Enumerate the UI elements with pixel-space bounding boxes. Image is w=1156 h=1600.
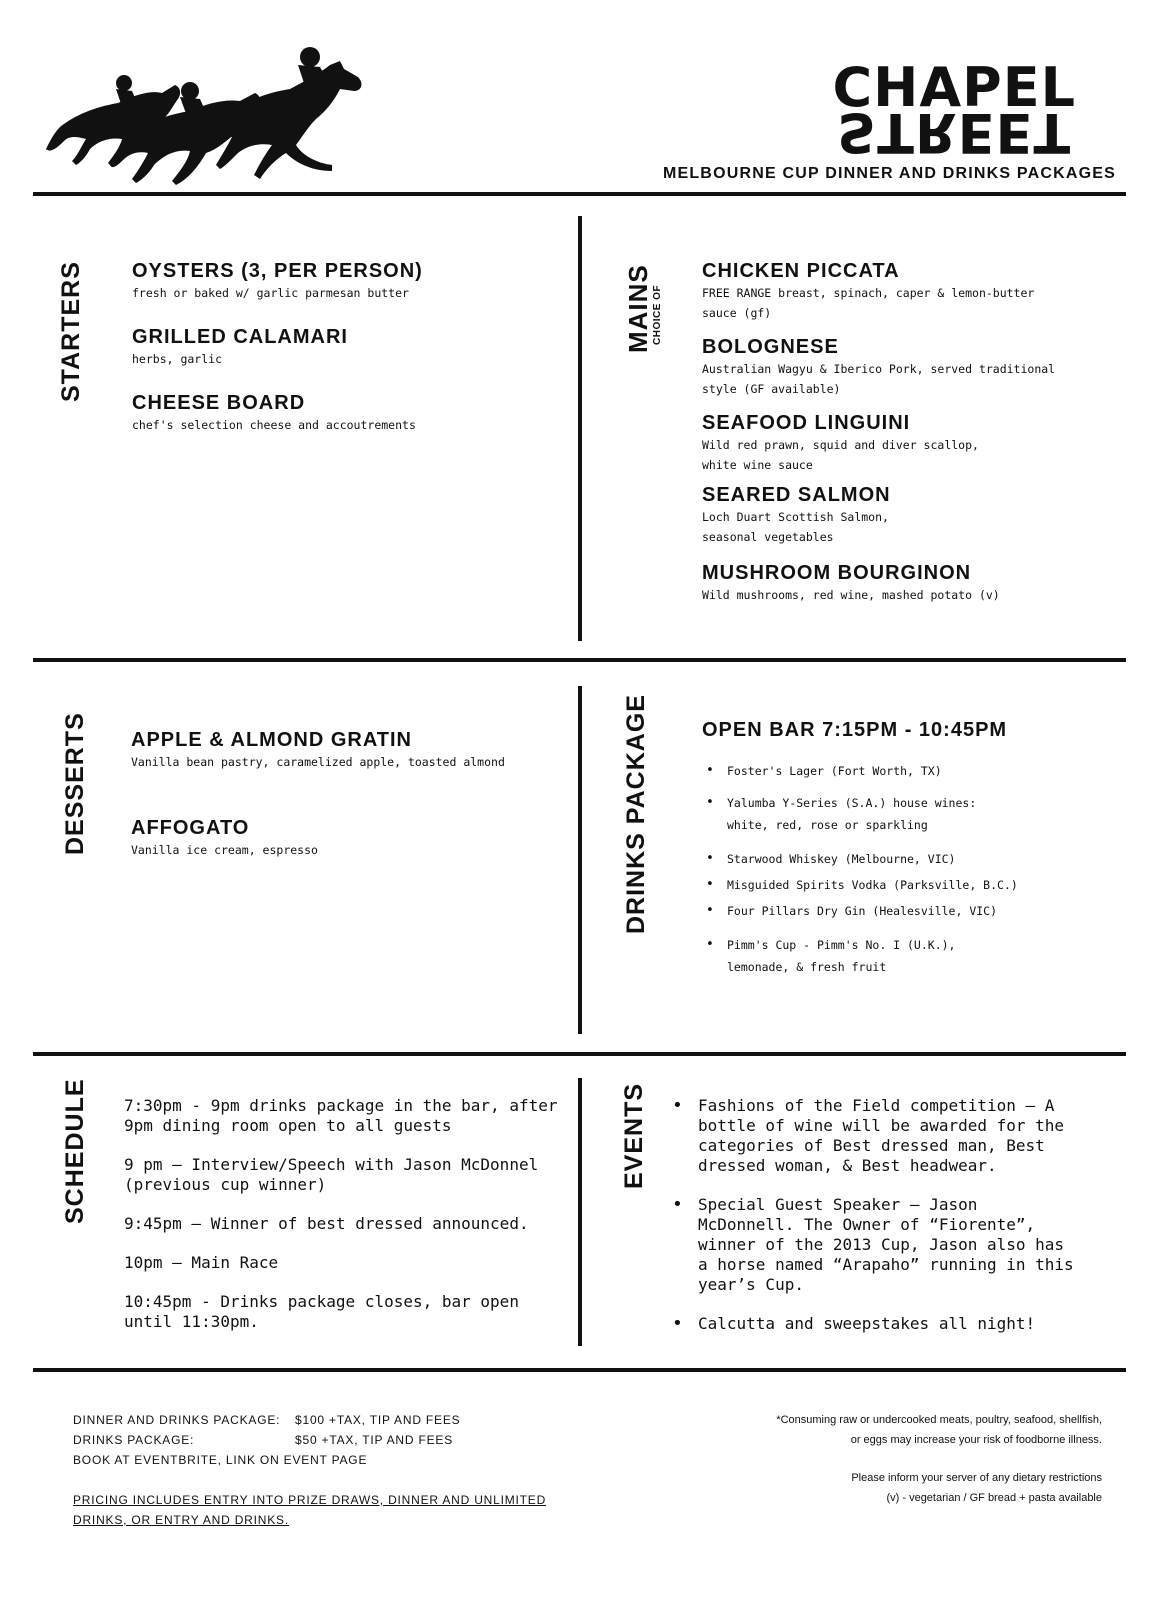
events-list [672,1096,1082,1334]
menu-item [702,483,1122,547]
item-desc: herbs, garlic [132,352,223,366]
item-desc: Wild mushrooms, red wine, mashed potato (v) [702,588,1000,602]
drink-line: Pimm's Cup - Pimm's No. I (U.K.), [727,938,956,952]
mains-label: MAINS [623,264,653,353]
list-item: • Fashions of the Field competition – A bottle of wine will be awarded for the categories of Best dressed man, Best dressed woman, & Best headwear. [672,1096,1082,1176]
menu-item [132,325,552,369]
list-item [702,760,1102,782]
schedule-item: 7:30pm - 9pm drinks package in the bar, after 9pm dining room open to all guests [124,1096,558,1135]
brand-logo [832,56,1077,164]
drinks-list [702,760,1102,978]
disclaimer-line: or eggs may increase your risk of foodborne illness. [850,1434,1102,1446]
pricing-note: DRINKS, OR ENTRY AND DRINKS. [73,1513,289,1527]
package-label: DRINKS PACKAGE: [73,1433,195,1447]
schedule-item: 10pm – Main Race [124,1253,279,1272]
starters-label: STARTERS [57,261,85,402]
pricing-note: PRICING INCLUDES ENTRY INTO PRIZE DRAWS, DINNER AND UNLIMITED [73,1493,547,1507]
package-price: $50 +TAX, TIP AND FEES [295,1433,453,1447]
item-title: CHEESE BOARD [132,392,306,414]
mains-sublabel: CHOICE OF [652,284,663,345]
item-title: APPLE & ALMOND GRATIN [131,729,412,751]
list-item: • Special Guest Speaker – Jason McDonnell. The Owner of “Fiorente”, winner of the 2013 Cup, Jason also has a horse named “Arapaho” running in this year’s Cup. [672,1195,1082,1295]
starters-list [132,259,552,457]
dietary-line: (v) - vegetarian / GF bread + pasta available [886,1492,1102,1504]
divider-bottom [33,1368,1126,1372]
drink-line: Yalumba Y-Series (S.A.) house wines: [727,796,977,810]
desserts-label: DESSERTS [61,712,89,855]
drinks-section [702,718,1102,978]
list-item [702,934,1102,978]
divider-top [33,192,1126,196]
menu-item [131,816,561,860]
racehorses-icon [40,45,380,195]
item-title: SEARED SALMON [702,484,891,506]
list-item [702,848,1102,870]
drink-line: Misguided Spirits Vodka (Parksville, B.C.) [727,878,1018,892]
brand-line-2: STREET [837,101,1072,164]
item-desc: FREE RANGE breast, spinach, caper & lemon-butter [702,286,1035,300]
item-desc: Loch Duart Scottish Salmon, [702,510,889,524]
drink-line: Foster's Lager (Fort Worth, TX) [727,764,942,778]
drinks-title: OPEN BAR 7:15PM - 10:45PM [702,719,1008,741]
disclaimer-line: *Consuming raw or undercooked meats, poultry, seafood, shellfish, [776,1414,1102,1426]
item-title: MUSHROOM BOURGINON [702,562,972,584]
divider-vertical-1 [578,216,582,641]
pricing-row [73,1430,546,1450]
package-label: DINNER AND DRINKS PACKAGE: [73,1413,281,1427]
schedule-item: 10:45pm - Drinks package closes, bar open until 11:30pm. [124,1292,519,1331]
item-desc: sauce (gf) [702,306,772,320]
events-label: EVENTS [620,1082,648,1189]
item-desc: Vanilla ice cream, espresso [131,843,318,857]
schedule-item: 9 pm – Interview/Speech with Jason McDonnel (previous cup winner) [124,1155,539,1194]
divider-vertical-3 [578,1078,582,1346]
divider-vertical-2 [578,686,582,1034]
item-desc: Wild red prawn, squid and diver scallop, [702,438,979,452]
menu-item [702,561,1122,605]
item-title: GRILLED CALAMARI [132,326,348,348]
item-desc: white wine sauce [702,458,813,472]
brand-line-1: CHAPEL [832,56,1076,119]
list-item: • Calcutta and sweepstakes all night! [672,1314,1082,1334]
item-desc: Australian Wagyu & Iberico Pork, served traditional [702,362,1056,376]
list-item [702,900,1102,922]
drink-line: Starwood Whiskey (Melbourne, VIC) [727,852,956,866]
item-desc: chef's selection cheese and accoutrements [132,418,416,432]
menu-item [131,728,561,772]
item-title: CHICKEN PICCATA [702,260,900,282]
item-desc: style (GF available) [702,382,841,396]
divider-middle-2 [33,1052,1126,1056]
drinks-label: DRINKS PACKAGE [622,694,650,934]
package-price: $100 +TAX, TIP AND FEES [295,1413,461,1427]
drink-line: white, red, rose or sparkling [727,818,928,832]
footer-disclaimer [776,1410,1102,1508]
desserts-list [131,728,561,860]
pricing-row [73,1410,546,1430]
booking-note: BOOK AT EVENTBRITE, LINK ON EVENT PAGE [73,1453,368,1467]
drink-line: lemonade, & fresh fruit [727,960,887,974]
item-title: SEAFOOD LINGUINI [702,412,911,434]
menu-item [132,259,552,303]
list-item [702,874,1102,896]
item-title: AFFOGATO [131,817,250,839]
item-title: OYSTERS (3, PER PERSON) [132,260,423,282]
dietary-line: Please inform your server of any dietary restrictions [851,1472,1102,1484]
item-desc: fresh or baked w/ garlic parmesan butter [132,286,409,300]
schedule-label: SCHEDULE [61,1078,89,1224]
item-desc: seasonal vegetables [702,530,834,544]
divider-middle-1 [33,658,1126,662]
schedule-item: 9:45pm – Winner of best dressed announced. [124,1214,529,1233]
events-section [672,1096,1082,1353]
menu-item [702,411,1122,475]
menu-item [702,335,1122,399]
menu-item [132,391,552,435]
footer-pricing [73,1410,546,1530]
item-desc: Vanilla bean pastry, caramelized apple, toasted almond [131,755,505,769]
item-title: BOLOGNESE [702,336,839,358]
schedule-list [124,1096,564,1351]
menu-item [702,259,1122,323]
mains-list [702,259,1122,605]
drink-line: Four Pillars Dry Gin (Healesville, VIC) [727,904,998,918]
page-subtitle: MELBOURNE CUP DINNER AND DRINKS PACKAGES [662,165,1116,182]
list-item [702,792,1102,836]
